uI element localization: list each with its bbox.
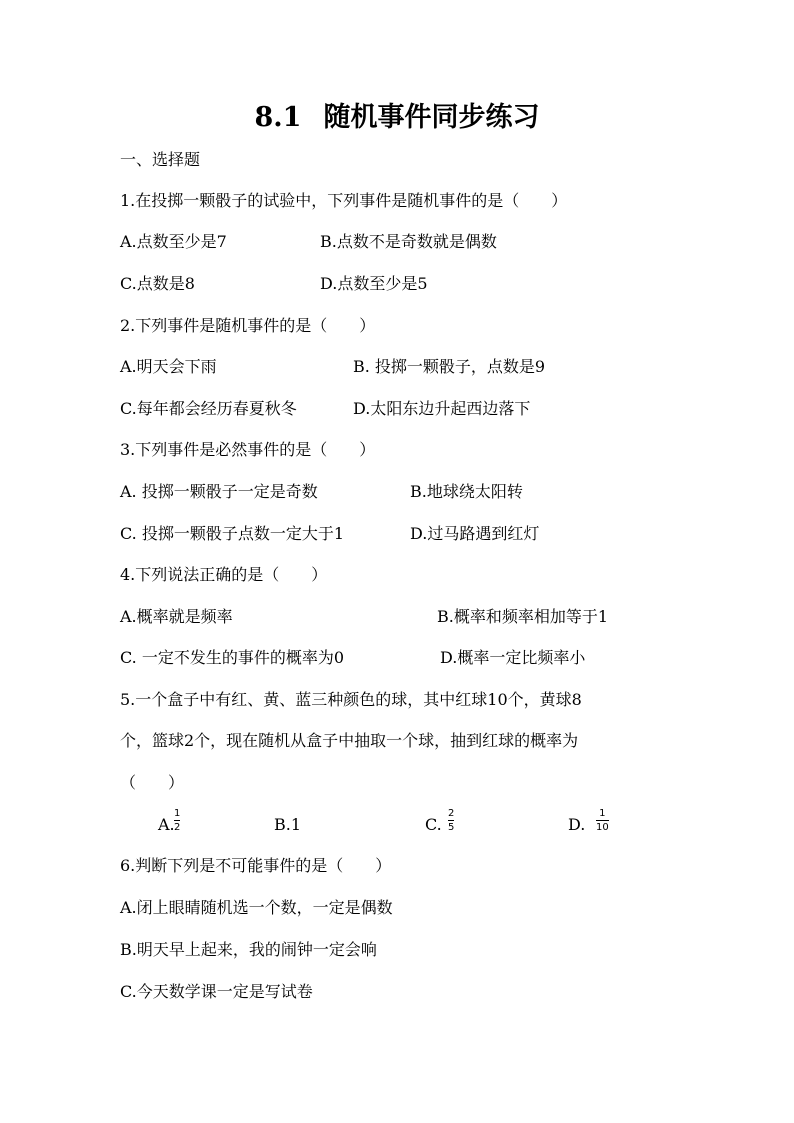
fraction-denominator: 2 <box>174 822 181 833</box>
q1-option-a: A.点数至少是7 <box>120 232 227 251</box>
q5-option-d-fraction <box>596 808 609 833</box>
q4-option-a: A.概率就是频率 <box>120 607 233 626</box>
title-text: 随机事件同步练习 <box>323 102 540 133</box>
q3-option-c: C. 投掷一颗骰子点数一定大于1 <box>120 524 345 543</box>
q1-option-d: D.点数至少是5 <box>320 274 428 293</box>
fraction-numerator: 1 <box>174 808 181 819</box>
q1-option-b: B.点数不是奇数就是偶数 <box>320 232 497 251</box>
q4-option-c: C. 一定不发生的事件的概率为0 <box>120 648 345 667</box>
q2-stem: 2.下列事件是随机事件的是（ ） <box>120 316 376 335</box>
q2-option-b: B. 投掷一颗骰子，点数是9 <box>353 357 546 376</box>
q6-stem: 6.判断下列是不可能事件的是（ ） <box>120 856 392 875</box>
q5-stem-line1: 5.一个盒子中有红、黄、蓝三种颜色的球，其中红球10个，黄球8 <box>120 690 582 709</box>
q5-option-c-fraction <box>448 808 454 833</box>
q3-option-b: B.地球绕太阳转 <box>410 482 523 501</box>
q5-option-a-fraction <box>174 808 180 833</box>
page-title <box>0 100 794 136</box>
q6-option-a: A.闭上眼睛随机选一个数，一定是偶数 <box>120 898 393 917</box>
q4-stem: 4.下列说法正确的是（ ） <box>120 565 328 584</box>
fraction-numerator: 1 <box>599 808 606 819</box>
fraction-numerator: 2 <box>448 808 455 819</box>
fraction-bar <box>174 820 180 821</box>
q6-option-b: B.明天早上起来，我的闹钟一定会响 <box>120 940 377 959</box>
q4-option-b: B.概率和频率相加等于1 <box>437 607 609 626</box>
q5-option-c-label: C. <box>425 815 442 834</box>
q3-option-d: D.过马路遇到红灯 <box>410 524 540 543</box>
q6-option-c: C.今天数学课一定是写试卷 <box>120 982 313 1001</box>
q3-stem: 3.下列事件是必然事件的是（ ） <box>120 440 376 459</box>
q2-option-c: C.每年都会经历春夏秋冬 <box>120 399 297 418</box>
q2-option-a: A.明天会下雨 <box>120 357 217 376</box>
q3-option-a: A. 投掷一颗骰子一定是奇数 <box>120 482 318 501</box>
q2-option-d: D.太阳东边升起西边落下 <box>353 399 531 418</box>
q5-stem-line2: 个，篮球2个，现在随机从盒子中抽取一个球，抽到红球的概率为 <box>120 731 579 750</box>
q1-option-c: C.点数是8 <box>120 274 195 293</box>
q5-option-b: B.1 <box>274 815 302 834</box>
fraction-denominator: 5 <box>448 822 455 833</box>
fraction-denominator: 10 <box>596 822 609 833</box>
fraction-bar <box>448 820 454 821</box>
q1-stem: 1.在投掷一颗骰子的试验中，下列事件是随机事件的是（ ） <box>120 191 568 210</box>
q5-option-d-label: D. <box>568 815 586 834</box>
title-number: 8.1 <box>254 102 302 133</box>
q5-stem-line3: （ ） <box>120 773 185 792</box>
q4-option-d: D.概率一定比频率小 <box>440 648 586 667</box>
section-heading: 一、选择题 <box>120 150 201 169</box>
fraction-bar <box>596 820 609 821</box>
q5-option-a-label: A. <box>158 815 175 834</box>
